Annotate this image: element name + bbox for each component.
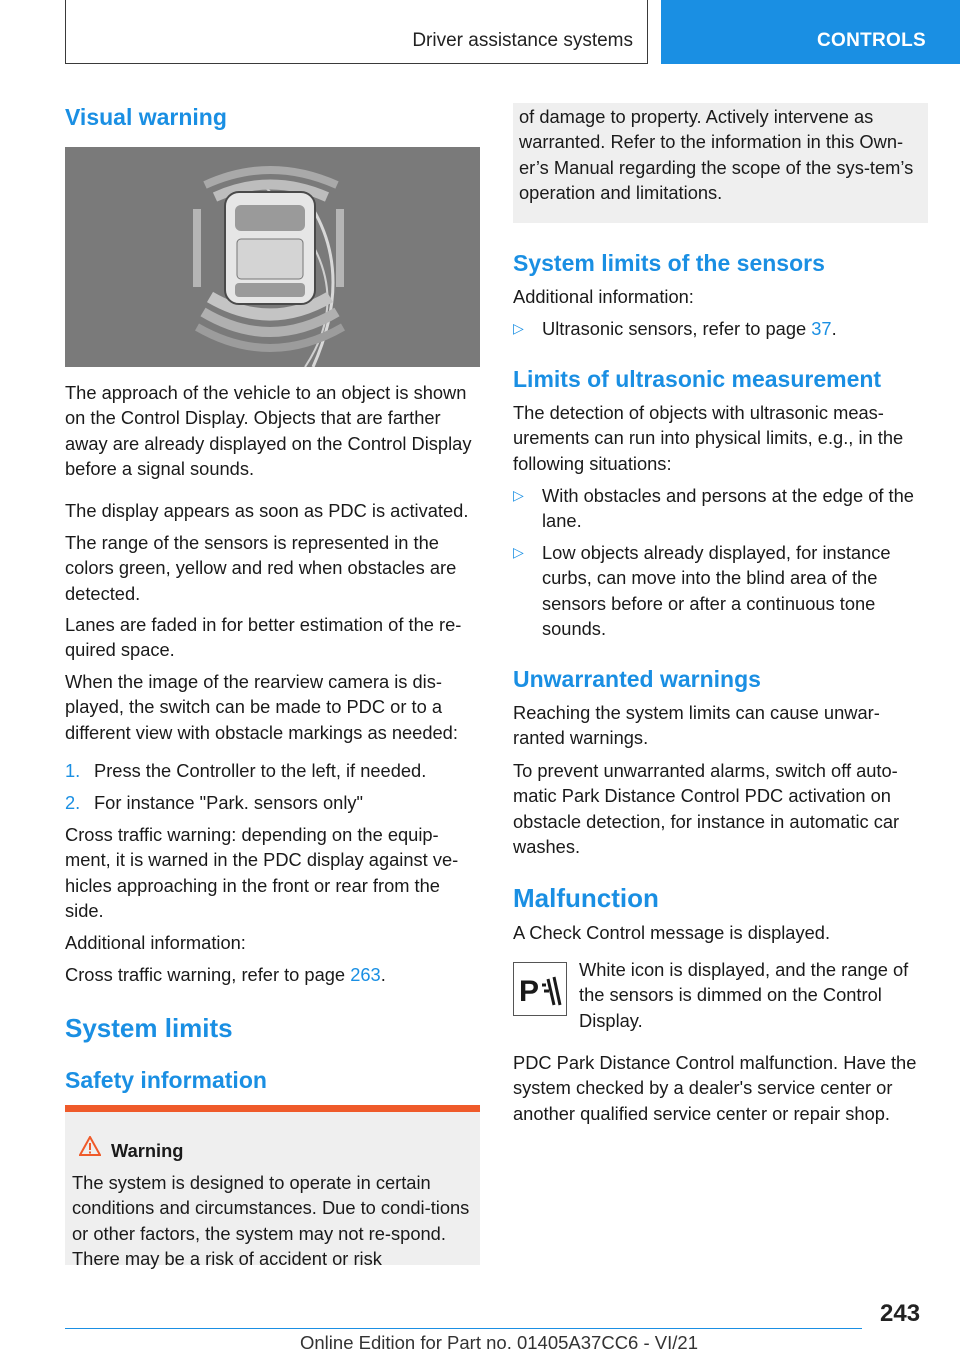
- cross-traffic-paragraph: Cross traffic warning: depending on the equip‐ment, it is warned in the PDC display against ve‐hicles approaching in the front or rear from the side.: [65, 824, 459, 921]
- warning-triangle-icon: [79, 1136, 101, 1156]
- page-link-37[interactable]: 37: [811, 318, 832, 339]
- header-section-title: Driver assistance systems: [412, 30, 633, 51]
- list-item-text: [542, 316, 837, 341]
- cross-traffic-reference: [65, 962, 480, 987]
- sensor-additional-info: Additional information:: [513, 286, 694, 307]
- warning-title: Warning: [111, 1140, 184, 1161]
- pdc-display-image: [65, 147, 480, 367]
- visual-warning-paragraph-2: The display appears as soon as PDC is activated.: [65, 500, 469, 521]
- visual-warning-paragraph-1: The approach of the vehicle to an object is shown on the Control Display. Objects that are farther away are already displayed on the Control Display before a signal sounds.: [65, 382, 472, 479]
- header-section-box: [65, 0, 648, 64]
- step-number: 2.: [65, 792, 81, 813]
- step-number: 1.: [65, 760, 81, 781]
- visual-warning-paragraph-5: When the image of the rearview camera is dis‐played, the switch can be made to PDC or to a different view with obstacle markings as needed:: [65, 671, 458, 743]
- page-number: 243: [880, 1300, 921, 1327]
- sensor-limits-heading: System limits of the sensors: [513, 250, 825, 276]
- system-limits-heading: System limits: [65, 1013, 233, 1043]
- malfunction-paragraph-1: A Check Control message is displayed.: [513, 922, 831, 943]
- unwarranted-paragraph-2: To prevent unwarranted alarms, switch off auto‐matic Park Distance Control PDC activation on obstacle detection, for instance in automatic car washes.: [513, 760, 900, 857]
- footer-edition: Online Edition for Part no. 01405A37CC6 - VI/21: [300, 1332, 698, 1353]
- bullet-triangle-icon: ▷: [513, 320, 524, 336]
- malfunction-paragraph-2: PDC Park Distance Control malfunction. Have the system checked by a dealer's service center or another qualified service center or repair shop.: [513, 1052, 917, 1124]
- visual-warning-heading: Visual warning: [65, 104, 227, 130]
- reference-end: .: [380, 964, 386, 985]
- page-link-263[interactable]: 263: [350, 964, 381, 985]
- visual-warning-paragraph-3: The range of the sensors is represented in the colors green, yellow and red when obstacles are detected.: [65, 532, 457, 604]
- visual-warning-paragraph-4: Lanes are faded in for better estimation of the re‐quired space.: [65, 614, 462, 661]
- pdc-vehicle-illustration: [65, 147, 480, 367]
- unwarranted-warnings-heading: Unwarranted warnings: [513, 666, 761, 692]
- footer-divider: [65, 1328, 862, 1329]
- header-chapter-title: CONTROLS: [816, 30, 926, 51]
- malfunction-heading: Malfunction: [513, 883, 659, 913]
- unwarranted-paragraph-1: Reaching the system limits can cause unwar‐ranted warnings.: [513, 702, 880, 749]
- ultrasonic-limits-heading: Limits of ultrasonic measurement: [513, 366, 882, 392]
- bullet-triangle-icon: ▷: [513, 544, 524, 560]
- list-item-text: With obstacles and persons at the edge of the lane.: [542, 485, 914, 532]
- step-text: For instance "Park. sensors only": [94, 792, 364, 813]
- svg-text:P: P: [519, 975, 540, 1008]
- safety-information-heading: Safety information: [65, 1067, 267, 1093]
- header-chapter-tab: [661, 0, 960, 64]
- additional-info-label: Additional information:: [65, 932, 246, 953]
- warning-text-continued: of damage to property. Actively intervene as warranted. Refer to the information in this Own‐er’s Manual regarding the scope of the sys‐tem’s operation and limitations.: [519, 106, 914, 203]
- warning-box: [65, 1105, 480, 1269]
- ultrasonic-paragraph: The detection of objects with ultrasonic meas‐urements can run into physical limits, e.g., in the following situations:: [513, 402, 904, 474]
- list-item-text: Low objects already displayed, for instance curbs, can move into the blind area of the sensors before or after a continuous tone sounds.: [542, 542, 891, 639]
- reference-end: .: [831, 318, 837, 339]
- step-text: Press the Controller to the left, if needed.: [94, 760, 427, 781]
- warning-text: The system is designed to operate in certain conditions and circumstances. Due to condi‐tions or other factors, the system may not re‐spond. There may be a risk of accident or risk: [72, 1172, 470, 1269]
- bullet-triangle-icon: ▷: [513, 487, 524, 503]
- reference-text: Cross traffic warning, refer to page: [65, 964, 351, 985]
- malfunction-icon-description: White icon is displayed, and the range of the sensors is dimmed on the Control Display.: [579, 959, 909, 1031]
- reference-text: Ultrasonic sensors, refer to page: [542, 318, 812, 339]
- warning-box-continued: [513, 103, 928, 223]
- pdc-malfunction-icon: [513, 962, 567, 1016]
